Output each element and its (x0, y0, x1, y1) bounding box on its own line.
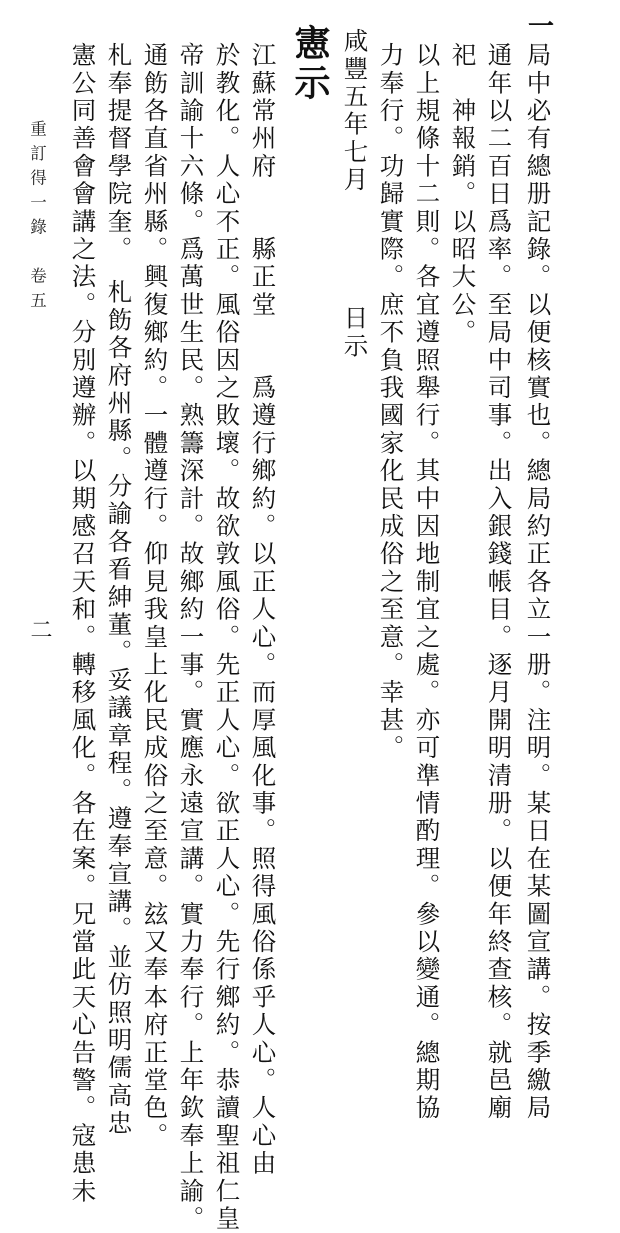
section-heading: 憲示 (289, 24, 331, 104)
text-column: 札奉提督學院奎。 札飭各府州縣。分諭各㸔紳董。妥議章程。遵奉宣講。並仿照明儒高忠 (104, 42, 134, 1138)
text-column: 局中必有總册記錄。以便核實也。總局約正各立一册。注明。某日在某圖宣講。按季繳局 (523, 42, 553, 1123)
text-column: 力奉行。功歸實際。庶不負我國家化民成俗之至意。幸甚。 (376, 42, 406, 763)
item-bullet: 一 (528, 12, 555, 42)
text-column: 通年以二百日爲率。至局中司事。出入銀錢帳目。逐月開明清册。以便年終查核。就邑廟 (484, 42, 514, 1123)
page-number: 二 (27, 618, 52, 644)
running-title: 重訂得一錄 卷五 (27, 120, 47, 316)
text-column: 憲公同善會會講之法。分別遵辦。以期感召天和。轉移風化。各在案。兄當此天心告警。寇患未 (68, 42, 98, 1206)
text-column: 於教化。人心不正。風俗因之敗壞。故欲敦風俗。先正人心。欲正人心。先行鄉約。恭讀聖祖仁皇 (212, 42, 242, 1233)
text-column: 祀 神報銷。以昭大公。 (448, 42, 478, 347)
date-line: 咸豐五年七月 日示 (340, 28, 370, 361)
text-column: 帝訓諭十六條。爲萬世生民。熟籌深計。故鄉約一事。實應永遠宣講。實力奉行。上年欽奉上諭。 (176, 42, 206, 1233)
text-column: 以上規條十二則。各宜遵照舉行。其中因地制宜之處。亦可準情酌理。參以變通。總期協 (412, 42, 442, 1123)
text-column: 江蘇常州府 縣正堂 爲遵行鄉約。以正人心。而厚風化事。照得風俗係乎人心。人心由 (248, 42, 278, 1178)
text-column: 通飭各直省州縣。興復鄉約。一體遵行。仰見我皇上化民成俗之至意。玆又奉本府正堂色。 (140, 42, 170, 1150)
